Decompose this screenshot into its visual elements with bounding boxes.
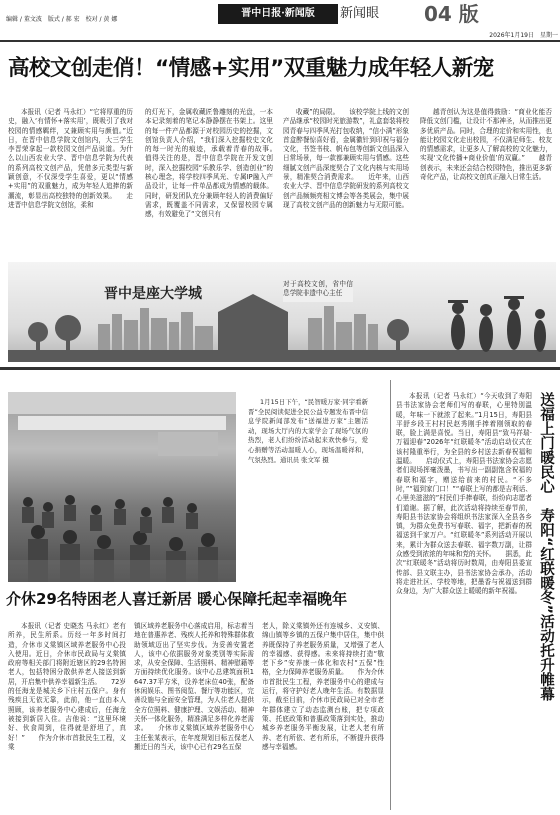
photo-caption: 1月15日下午，“民智暖万家·同宇看新晋”全民阅读促进全民公益专题发布晋中信息学院新闻部发布“送福进万家”主题活动，现场大厅内的大家学会了现场气氛的热烈，老人们纷纷活动起来欢快参与，爱心捐赠等活动温暖人心，现场温暖祥和，气氛热烈。通讯员 张文军 摄 xyxy=(248,398,368,464)
top-article-col-3-tail: 对于高校文创，省中信息学院非遗中心主任 xyxy=(283,280,353,302)
university-city-illustration xyxy=(8,262,556,362)
top-headline: 高校文创走俏！“情感+实用”双重魅力成年轻人新宠 xyxy=(8,56,494,81)
side-article: 本报讯（记者 马永红）“今天收到了寿阳县书法家协会老师们写的春联，心里特别温暖，年味一下就浓了起来。”1月15日，寿阳县平舒乡段王村村民赵秀刚手捧着刚领取的春联，脸上满是喜悦。当日，寿阳县“致马祥瑞·万福迎春”2026年“红联暖冬”活动启动仪式在该村隆重举行，为全县的乡村送去新春祝福和温暖。 启动仪式上，寿阳县书法家协会志愿者们现场挥毫泼墨，书写出一副副饱含祝福的春联和福字，赠送给前来的村民。“不多时，”“福到家门口！”“春联上写的都是吉利话、心里美滋滋的”村民们手捧春联，纷纷向志愿者们道谢。据了解，此次活动将持续至春节前，寿阳县书法家协会将组织书法家深入全县各乡镇，为群众免费书写春联、福字，把新春的祝福送到千家万户。“红联暖冬”系列活动开展以来，累计为群众送去春联、福字数万副，让群众感受到浓浓的年味和党的关怀。 据悉，此次“红联暖冬”活动将历时数周，由寿阳县委宣传部、县文联主办，县书法家协会承办，活动将走进社区、学校等地，把墨香与祝福送到群众身边，为广大群众送上暖暖的新年祝福。 xyxy=(396,392,532,596)
top-article-col-4: 越青创认为这是值得鼓励：“商业化能否降低文创门槛，让设计不那神圣，从而推出更多优质产品。同时，合理的定价和实用性，也能让校园文化走出校园，不仅满足师生、校友的情感需求，让更多人了解高校的文化魅力，实现‘文化传播+商业价值’的双赢。” 越青创表示，未来还会结合校园特色，推出更多新奇化产品，让高校文创真正融入日常生活。 xyxy=(420,108,552,182)
top-article-col-2: 的灯光下，金属收藏匠鲁雕刻的光盘，一本本记录刻着的笔记本静静摆在书架上。这里的每一件产品都源于对校园历史的挖掘，文创馆负责人介绍，“我们深入挖掘校史文化的每一时光的痕迹，承载着青春的故事。 值得关注的是，晋中信息学院在开发文创时，深入挖掘校园“乐教乐学、创造创业”的核心理念，将学校四季风光、专属IP融入产品设计，让每一件单品都成为情感的载体。同时，研发团队充分兼顾年轻人的消费偏好需求，既覆盖不同需求，又保留校园专属感，有效避免了“文创只有 xyxy=(145,108,287,219)
bottom-article-col-1: 本报讯（记者 史晓杰 马永红）老有所养，民生所系。历经一年多时间打造，介休市义棠镇区域养老服务中心投入使用。近日，介休市民政局与义棠镇政府等相关部门将附近辖区的29名特困老人，包括特困分散供养老人接送到新居，开启集中供养幸福新生活。 72岁的任海龙是城关乡下庄村五保户。身有残疾且无依无靠，此前，他一直由本人照顾，该养老服务中心建成后，任海龙被接到新居入住。吉他说：“这里环境好、伙食周到，住得就是舒坦了，真好！” 作为介休市首批民生工程，义棠 xyxy=(8,622,126,751)
header-rule xyxy=(0,40,560,42)
top-article-col-3: 收藏”的局限。 该校学院上线的文创产品继承“校园时光旅游数”，礼盒套装将校园青春与四季风光打包收纳，“信小满”形象首盒醉餐惊喜好看，金属徽针到印祝与福分文化，书签书枝、帆布包等创新文创品深入日常场景，每一款都兼顾实用与情感。这些细腻文创产品深度契合了文化内核与实用场景，精准契合消费需求。 近年来，山西农业大学、晋中信息学院研发的系列高校文创产品频频亮相文博会等各类展会，集中展现了高校文创产品的创新魅力与无限可能。 xyxy=(283,108,409,209)
top-article-col-1: 本报讯（记者 马永红）“它将厚重的历史，融入‘有情怀+落实用’，既吸引了我对校园的情感羁绊，又兼顾实用与颜值。”近日，在晋中信息学院文创馆内，大三学生李晋荣拿起一款校园文创产品说道。为什么以山西农业大学、晋中信息学院为代表的系列高校文创产品，凭借多元类型与新颖创意，不仅深受学生喜爱，更以“情感+实用”的双重魅力，成为年轻人追捧的新潮流，彰显出高校独特的创新效果。 走进晋中信息学院文创馆，柔和 xyxy=(8,108,133,209)
side-headline: 送福上门暖民心 寿阳“红联暖冬”活动托升帷幕 xyxy=(538,392,554,702)
page-number: 04 版 xyxy=(424,2,479,26)
section-divider xyxy=(0,367,560,370)
editors-line: 编辑 / 董文波 版式 / 郝 宏 校对 / 黄 娜 xyxy=(6,16,118,23)
section-name: 新闻眼 xyxy=(340,6,380,21)
bottom-article-col-2: 镇区域养老服务中心落成启用，标志着当地在普惠养老、残疾人托养和特殊群体救助领域迈出了坚实步伐。为妥善安置老人，该中心依据服务对象类别等实际需求，从安全保障、生活照料、精神慰藉等方面持续优化服务。该中心总建筑面积1647.37平方米，设养老床位40张，配备休闲娱乐、图书阅览、餐厅等功能区，完善设施与全面安全管理，为人住老人提供全方位照料、健康护理、文娱活动、精神关怀一体化服务，精准满足多样化养老需求。 介休市义棠镇区域养老服务中心主任张某表示，在年度规划目标五保老人搬迁日的当天，该中心已有29名五保 xyxy=(134,622,254,751)
bottom-headline: 介休29名特困老人喜迁新居 暖心保障托起幸福晚年 xyxy=(6,590,348,608)
column-divider xyxy=(390,380,391,810)
banner-title: 晋中是座大学城 xyxy=(104,286,202,302)
masthead-logo: 晋中日报·新闻版 xyxy=(218,4,338,24)
issue-date: 2026年1月19日 星期一 xyxy=(489,32,558,39)
bottom-article-col-3: 老人，除义棠镇外还有连城乡、义安镇、绵山镇等乡镇的五保户集中居住，集中供养既保持了养老服务质量，又增强了老人的幸福感、获得感。未来将持续打造“敬老下乡”安养康一体化和农村“五保”性格，全力保障养老服务质量。 作为介休市首批民生工程，养老服务中心的建成与运行，将守护好老人晚年生活。有数据显示，截至目前，介休市民政局已对全市老年群体建立了动态监测台账，把专项政策、托底政策和普惠政策落到实处，推动城乡养老服务平衡发展，让老人老有所养、老有所依、老有所乐，不断提升获得感与幸福感。 xyxy=(262,622,384,751)
event-photo xyxy=(8,392,236,582)
